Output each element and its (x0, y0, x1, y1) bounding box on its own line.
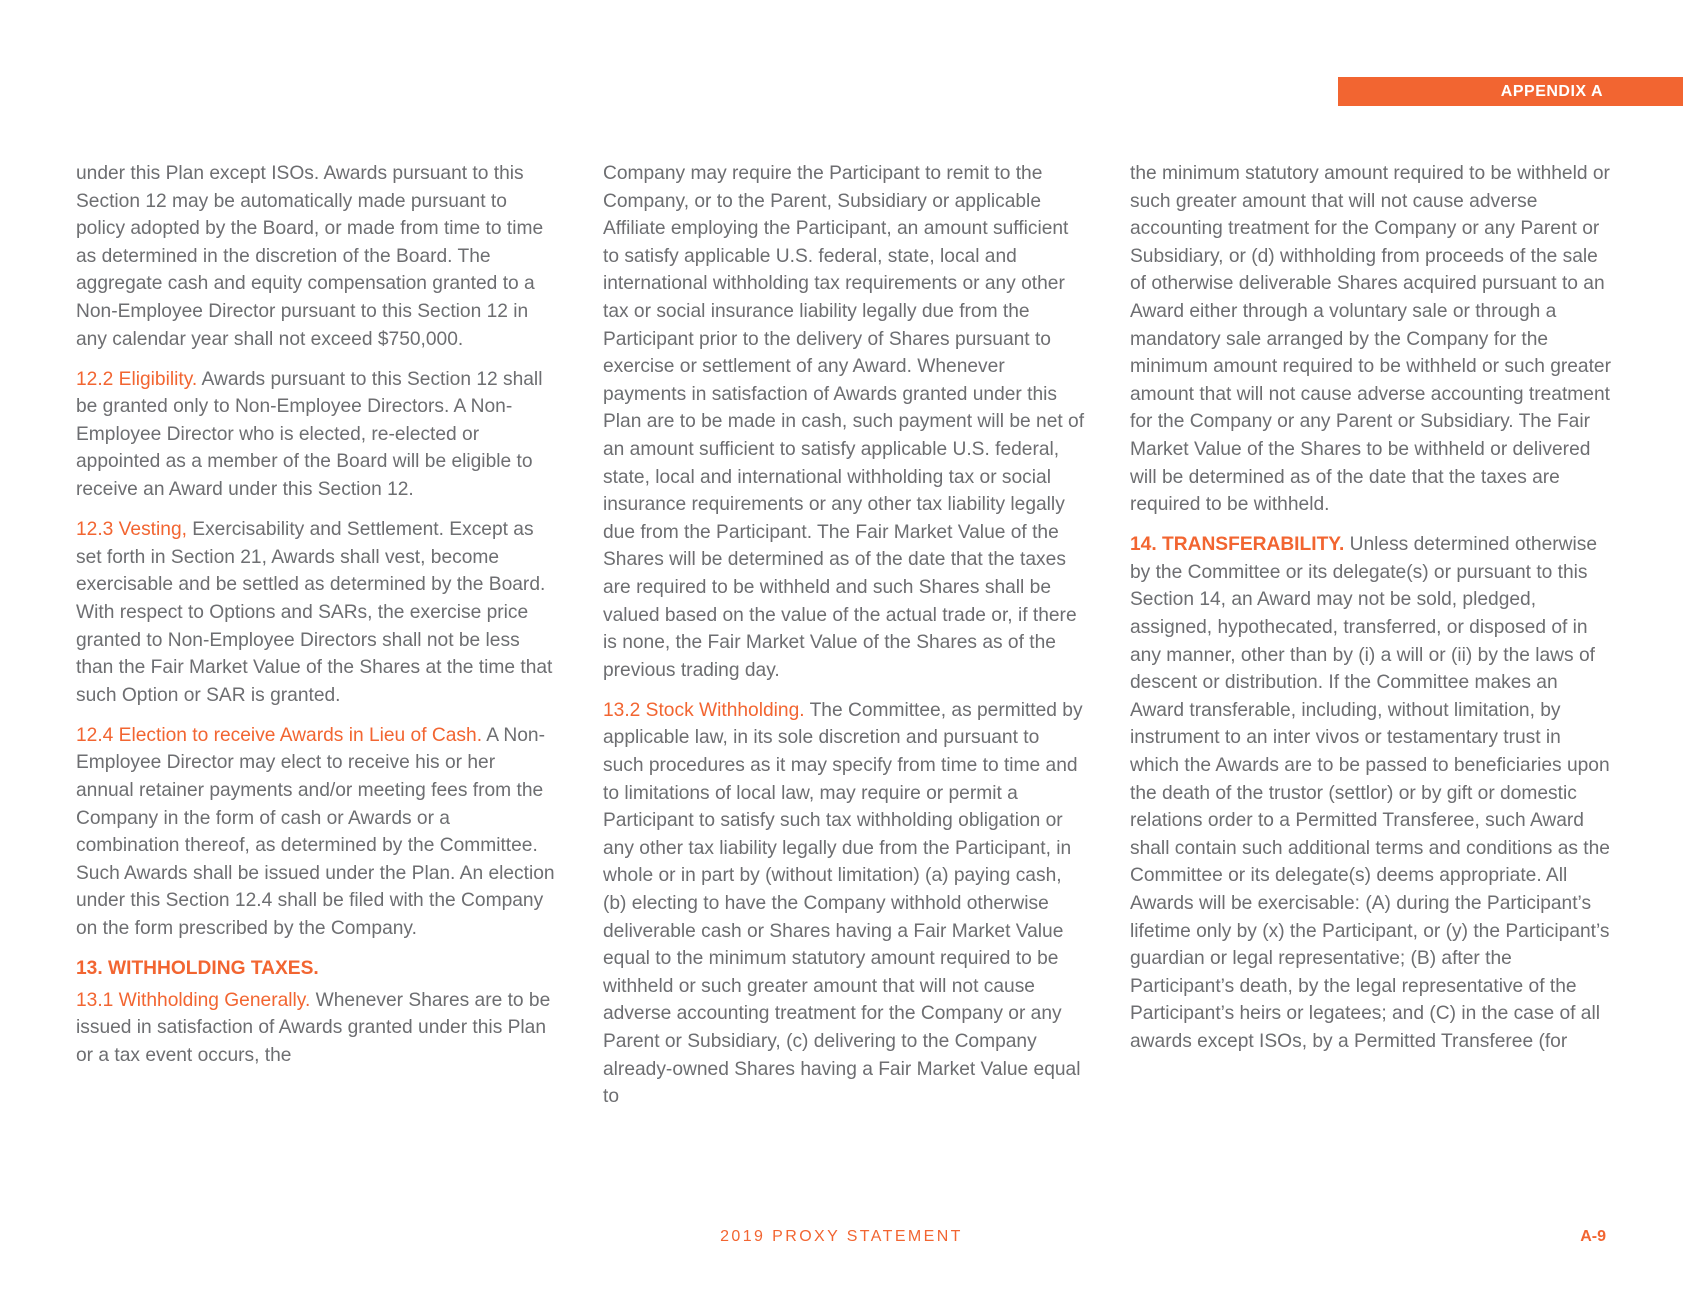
paragraph (76, 987, 558, 1070)
paragraph-text: The Committee, as permitted by applicable law, in its sole discretion and pursuant to such procedures as it may specify from time to time and to limitations of local law, may require or permit a Participant to satisfy such tax withholding obligation or any other tax liability legally due from the Participant, in whole or in part by (without limitation) (a) paying cash, (b) electing to have the Company withhold otherwise deliverable cash or Shares having a Fair Market Value equal to the minimum statutory amount required to be withheld or such greater amount that will not cause adverse accounting treatment for the Company or any Parent or Subsidiary, (c) delivering to the Company already-owned Shares having a Fair Market Value equal to (603, 699, 1083, 1108)
paragraph (76, 516, 558, 709)
paragraph (1130, 531, 1612, 1055)
paragraph-text: Whenever Shares are to be issued in satisfaction of Awards granted under this Plan or a tax event occurs, the (76, 989, 551, 1066)
paragraph: under this Plan except ISOs. Awards pursuant to this Section 12 may be automatically made pursuant to policy adopted by the Board, or made from time to time as determined in the discretion of the Board. The aggregate cash and equity compensation granted to a Non-Employee Director pursuant to this Section 12 in any calendar year shall not exceed $750,000. (76, 163, 544, 350)
section-heading: 14. TRANSFERABILITY. (1130, 534, 1345, 556)
subsection-title: 13.2 Stock Withholding. (603, 699, 805, 721)
footer-title: 2019 PROXY STATEMENT (720, 1228, 963, 1245)
appendix-tab (1338, 77, 1683, 106)
paragraph-text: Unless determined otherwise by the Committee or its delegate(s) or pursuant to this Section 14, an Award may not be sold, pledged, assigned, hypothecated, transferred, or disposed of in any manner, other than by (i) a will or (ii) by the laws of descent or distribution. If the Committee makes an Award transferable, including, without limitation, by instrument to an inter vivos or testamentary trust in which the Awards are to be passed to beneficiaries upon the death of the trustor (settlor) or by gift or domestic relations order to a Permitted Transferee, such Award shall contain such additional terms and conditions as the Committee or its delegate(s) deems appropriate. All Awards will be exercisable: (A) during the Participant’s lifetime only by (x) the Participant, or (y) the Participant’s guardian or legal representative; (B) after the Participant’s death, by the legal representative of the Participant’s heirs or legatees; and (C) in the case of all awards except ISOs, by a Permitted Transferee (for (1130, 534, 1610, 1052)
subsection-title: 12.3 Vesting, (76, 519, 187, 541)
paragraph-text: Awards pursuant to this Section 12 shall be granted only to Non-Employee Directors. A Non-Employee Director who is elected, re-elected or appointed as a member of the Board will be eligible to receive an Award under this Section 12. (76, 368, 543, 501)
paragraph (76, 366, 558, 504)
section-heading: 13. WITHHOLDING TAXES. (76, 958, 319, 980)
subsection-title: 12.4 Election to receive Awards in Lieu of Cash. (76, 724, 483, 746)
column-middle (603, 160, 1085, 1123)
column-right (1130, 160, 1612, 1068)
paragraph: the minimum statutory amount required to be withheld or such greater amount that will not cause adverse accounting treatment for the Company or any Parent or Subsidiary, or (d) withholding from proceeds of the sale of otherwise deliverable Shares acquired pursuant to an Award either through a voluntary sale or through a mandatory sale arranged by the Company for the minimum amount required to be withheld or such greater amount that will not cause adverse accounting treatment for the Company or any Parent or Subsidiary. The Fair Market Value of the Shares to be withheld or delivered will be determined as of the date that the taxes are required to be withheld. (1130, 163, 1611, 516)
appendix-label: APPENDIX A (1500, 82, 1603, 100)
column-left (76, 160, 558, 1082)
paragraph (76, 722, 558, 943)
paragraph-text: Exercisability and Settlement. Except as set forth in Section 21, Awards shall vest, become exercisable and be settled as determined by the Board. With respect to Options and SARs, the exercise price granted to Non-Employee Directors shall not be less than the Fair Market Value of the Shares at the time that such Option or SAR is granted. (76, 519, 553, 706)
paragraph-text: A Non-Employee Director may elect to receive his or her annual retainer payments and/or meeting fees from the Company in the form of cash or Awards or a combination thereof, as determined by the Committee. Such Awards shall be issued under the Plan. An election under this Section 12.4 shall be filed with the Company on the form prescribed by the Company. (76, 724, 555, 939)
subsection-title: 12.2 Eligibility. (76, 368, 198, 390)
subsection-title: 13.1 Withholding Generally. (76, 989, 311, 1011)
paragraph: Company may require the Participant to remit to the Company, or to the Parent, Subsidiary or applicable Affiliate employing the Participant, an amount sufficient to satisfy applicable U.S. federal, state, local and international withholding tax requirements or any other tax or social insurance liability legally due from the Participant prior to the delivery of Shares pursuant to exercise or settlement of any Award. Whenever payments in satisfaction of Awards granted under this Plan are to be made in cash, such payment will be net of an amount sufficient to satisfy applicable U.S. federal, state, local and international withholding tax or social insurance requirements or any other tax liability legally due from the Participant. The Fair Market Value of the Shares will be determined as of the date that the taxes are required to be withheld and such Shares shall be valued based on the value of the actual trade or, if there is none, the Fair Market Value of the Shares as of the previous trading day. (603, 163, 1085, 681)
paragraph (603, 697, 1085, 1111)
page-number: A-9 (1580, 1228, 1606, 1245)
